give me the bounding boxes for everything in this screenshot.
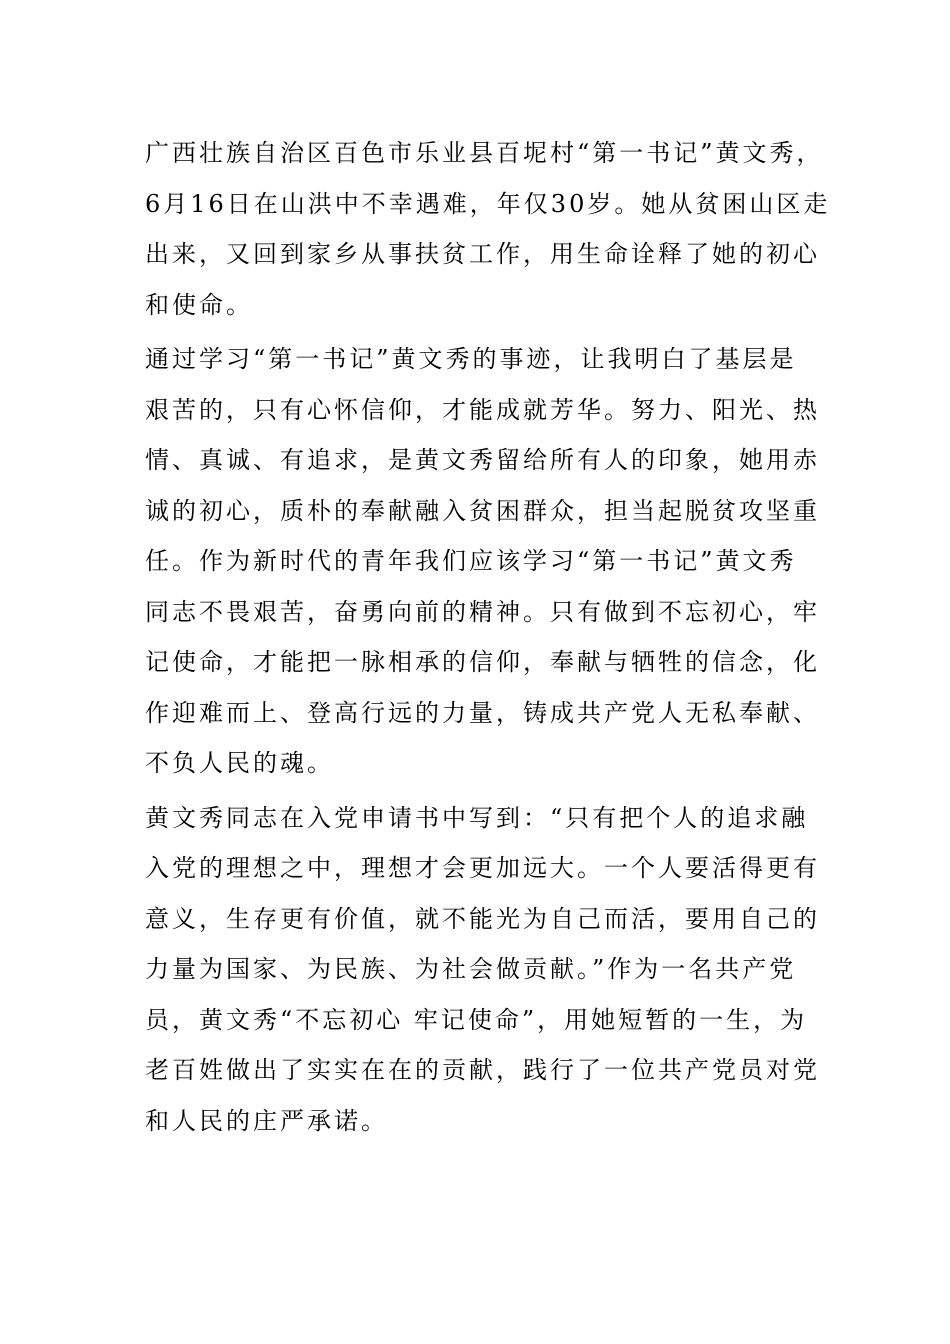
text-line: 作迎难而上、登高行远的力量，铸成共产党人无私奉献、 <box>145 698 820 727</box>
text-line: 诚的初心，质朴的奉献融入贫困群众，担当起脱贫攻坚重 <box>145 496 820 525</box>
paragraph-3 <box>145 793 820 1147</box>
text-line: 和人民的庄严承诺。 <box>145 1106 388 1135</box>
text-line: 老百姓做出了实实在在的贡献，践行了一位共产党员对党 <box>145 1056 820 1084</box>
text-line: 黄文秀同志在入党申请书中写到：“只有把个人的追求融 <box>145 803 809 832</box>
text-line: 情、真诚、有追求，是黄文秀留给所有人的印象，她用赤 <box>145 446 820 474</box>
text-line: 同志不畏艰苦，奋勇向前的精神。只有做到不忘初心，牢 <box>145 597 820 626</box>
text-line: 任。作为新时代的青年我们应该学习“第一书记”黄文秀 <box>145 547 797 575</box>
paragraph-2 <box>145 334 820 789</box>
text-line: 艰苦的，只有心怀信仰，才能成就芳华。努力、阳光、热 <box>145 395 820 424</box>
text-line: 广西壮族自治区百色市乐业县百坭村“第一书记”黄文秀， <box>145 139 824 167</box>
text-line: 和使命。 <box>145 290 253 319</box>
document-body <box>145 128 831 1146</box>
text-line: 记使命，才能把一脉相承的信仰，奉献与牺牲的信念，化 <box>145 648 820 676</box>
paragraph-1 <box>145 128 831 330</box>
text-line: 力量为国家、为民族、为社会做贡献。”作为一名共产党 <box>145 955 797 983</box>
text-line: 6月16日在山洪中不幸遇难，年仅30岁。她从贫困山区走 <box>145 189 831 218</box>
text-line: 员，黄文秀“不忘初心 牢记使命”，用她短暂的一生，为 <box>145 1005 808 1034</box>
text-line: 入党的理想之中，理想才会更加远大。一个人要活得更有 <box>145 854 820 882</box>
text-line: 不负人民的魂。 <box>145 749 334 777</box>
text-line: 出来，又回到家乡从事扶贫工作，用生命诠释了她的初心 <box>145 240 820 268</box>
text-line: 通过学习“第一书记”黄文秀的事迹，让我明白了基层是 <box>145 345 797 373</box>
text-line: 意义，生存更有价值，就不能光为自己而活，要用自己的 <box>145 904 820 933</box>
